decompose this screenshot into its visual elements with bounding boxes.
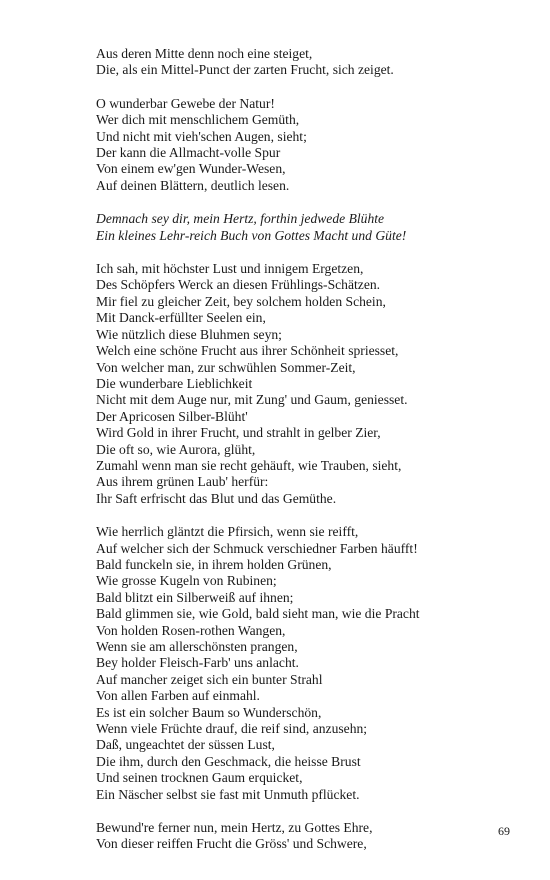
poem-line: Von holden Rosen-rothen Wangen, xyxy=(96,622,286,638)
poem-line: Bey holder Fleisch-Farb' uns anlacht. xyxy=(96,655,299,671)
poem-line: Bald blitzt ein Silberweiß auf ihnen; xyxy=(96,589,294,605)
poem-line: Bald glimmen sie, wie Gold, bald sieht man, wie die Pracht xyxy=(96,606,420,622)
poem-line: Die wunderbare Lieblichkeit xyxy=(96,375,253,391)
poem-text xyxy=(96,46,536,870)
poem-line: Wie herrlich gläntzt die Pfirsich, wenn sie reifft, xyxy=(96,524,359,540)
poem-line: Welch eine schöne Frucht aus ihrer Schönheit spriesset, xyxy=(96,343,399,359)
stanza xyxy=(96,211,536,244)
poem-line: Der Apricosen Silber-Blüht' xyxy=(96,408,248,424)
poem-line: Mit Danck-erfüllter Seelen ein, xyxy=(96,310,266,326)
poem-line: Daß, ungeachtet der süssen Lust, xyxy=(96,737,275,753)
poem-line: Der kann die Allmacht-volle Spur xyxy=(96,145,281,161)
stanza xyxy=(96,261,536,507)
poem-line: Bald funckeln sie, in ihrem holden Grünen, xyxy=(96,556,332,572)
poem-line: Von allen Farben auf einmahl. xyxy=(96,688,260,704)
poem-line: Von welcher man, zur schwühlen Sommer-Zeit, xyxy=(96,359,356,375)
poem-line: Wenn viele Früchte drauf, die reif sind, anzusehn; xyxy=(96,721,368,737)
poem-line: Von einem ew'gen Wunder-Wesen, xyxy=(96,161,286,177)
poem-line: Bewund're ferner nun, mein Hertz, zu Gottes Ehre, xyxy=(96,820,373,836)
poem-line: Mir fiel zu gleicher Zeit, bey solchem holden Schein, xyxy=(96,293,386,309)
poem-line: Aus deren Mitte denn noch eine steiget, xyxy=(96,46,313,61)
poem-line: Es ist ein solcher Baum so Wunderschön, xyxy=(96,704,322,720)
poem-line: Auf welcher sich der Schmuck verschiedner Farben häufft! xyxy=(96,540,418,556)
poem-line: Die, als ein Mittel-Punct der zarten Frucht, sich zeiget. xyxy=(96,62,394,78)
page-number: 69 xyxy=(498,824,510,838)
poem-line: Wie nützlich diese Bluhmen seyn; xyxy=(96,326,282,342)
poem-line: Wenn sie am allerschönsten prangen, xyxy=(96,639,298,654)
poem-line: Und seinen trocknen Gaum erquicket, xyxy=(96,770,303,786)
poem-line: Die oft so, wie Aurora, glüht, xyxy=(96,441,256,457)
poem-line: Ein kleines Lehr-reich Buch von Gottes Macht und Güte! xyxy=(96,227,407,243)
poem-line: Und nicht mit vieh'schen Augen, sieht; xyxy=(96,128,307,144)
poem-line: Wie grosse Kugeln von Rubinen; xyxy=(96,573,277,589)
poem-line: Wird Gold in ihrer Frucht, und strahlt in gelber Zier, xyxy=(96,425,381,441)
poem-line: Ihr Saft erfrischt das Blut und das Gemüthe. xyxy=(96,490,337,506)
poem-line: Auf mancher zeiget sich ein bunter Strahl xyxy=(96,671,323,687)
poem-line: Von dieser reiffen Frucht die Gröss' und Schwere, xyxy=(96,836,367,852)
poem-line: Aus ihrem grünen Laub' herfür: xyxy=(96,474,269,490)
poem-line: Wer dich mit menschlichem Gemüth, xyxy=(96,112,300,128)
stanza xyxy=(96,96,536,194)
poem-line: Ich sah, mit höchster Lust und innigem Ergetzen, xyxy=(96,261,364,277)
poem-line: Nicht mit dem Auge nur, mit Zung' und Gaum, geniesset. xyxy=(96,392,408,408)
poem-line: O wunderbar Gewebe der Natur! xyxy=(96,95,275,111)
poem-line: Des Schöpfers Werck an diesen Frühlings-Schätzen. xyxy=(96,277,381,293)
poem-line: Auf deinen Blättern, deutlich lesen. xyxy=(96,177,290,193)
poem-line: Ein Näscher selbst sie fast mit Unmuth pflücket. xyxy=(96,786,360,802)
stanza xyxy=(96,524,536,803)
stanza xyxy=(96,820,536,853)
poem-line: Die ihm, durch den Geschmack, die heisse Brust xyxy=(96,753,361,769)
poem-line: Zumahl wenn man sie recht gehäuft, wie Trauben, sieht, xyxy=(96,457,402,473)
poem-line: Demnach sey dir, mein Hertz, forthin jedwede Blühte xyxy=(96,211,385,227)
stanza xyxy=(96,46,536,79)
